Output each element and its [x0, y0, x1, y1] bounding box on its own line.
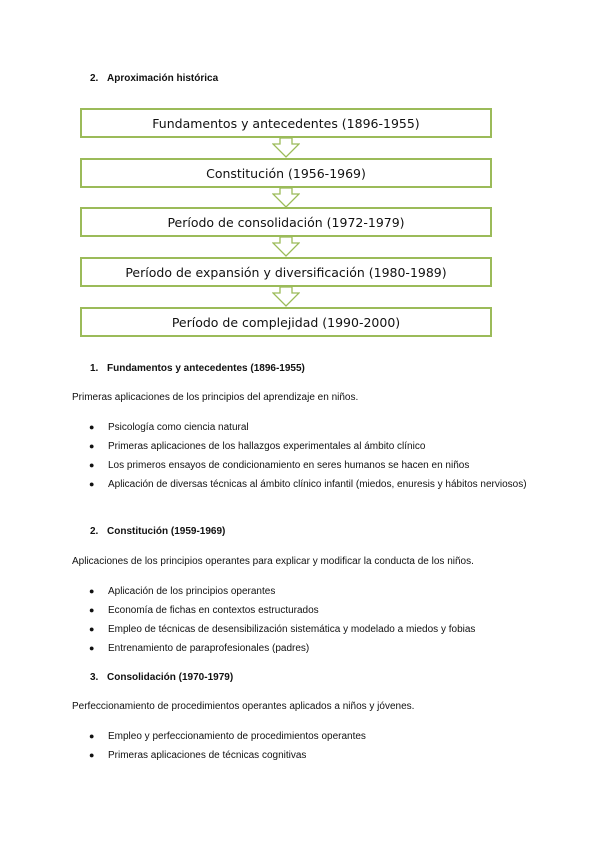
- section-number: 1.: [90, 363, 99, 374]
- section-intro: Primeras aplicaciones de los principios del aprendizaje en niños.: [72, 392, 359, 403]
- list-item: [72, 601, 532, 620]
- heading-title: Aproximación histórica: [107, 73, 219, 84]
- section-number: 2.: [90, 526, 99, 537]
- section-title-consolidacion: [90, 672, 233, 683]
- bullet-icon: ●: [89, 422, 95, 432]
- flow-box-constitucion: [80, 158, 492, 188]
- section-title-text: Consolidación (1970-1979): [107, 672, 234, 683]
- flow-box-label: Período de complejidad (1990-2000): [171, 314, 401, 330]
- list-item-text: Empleo de técnicas de desensibilización sistemática y modelado a miedos y fobias: [108, 624, 476, 635]
- down-arrow-icon: [272, 138, 300, 158]
- section-number: 3.: [90, 672, 99, 683]
- list-item-text: Psicología como ciencia natural: [108, 422, 249, 433]
- list-item-text: Aplicación de diversas técnicas al ámbito clínico infantil (miedos, enuresis y hábitos nerviosos): [108, 479, 527, 490]
- flow-box-label: Período de expansión y diversificación (1980-1989): [125, 264, 447, 280]
- list-item-text: Entrenamiento de paraprofesionales (padres): [108, 643, 310, 654]
- list-item: [72, 456, 532, 475]
- bullet-list: [72, 582, 532, 658]
- list-item: [72, 582, 532, 601]
- flow-box-consolidacion: [80, 207, 492, 237]
- section-title-fundamentos: [90, 363, 305, 374]
- list-item: [72, 476, 532, 493]
- heading-number: 2.: [90, 73, 99, 84]
- bullet-icon: ●: [89, 731, 95, 741]
- list-item-text: Primeras aplicaciones de los hallazgos experimentales al ámbito clínico: [108, 441, 426, 452]
- list-item: [72, 418, 532, 437]
- section-title-text: Constitución (1959-1969): [107, 526, 226, 537]
- flow-box-label: Fundamentos y antecedentes (1896-1955): [152, 115, 420, 131]
- flow-box-expansion: [80, 257, 492, 287]
- list-item: [72, 437, 532, 456]
- list-item-text: Aplicación de los principios operantes: [108, 586, 276, 597]
- list-item-text: Economía de fichas en contextos estructurados: [108, 605, 319, 616]
- down-arrow-icon: [272, 237, 300, 257]
- bullet-icon: ●: [89, 605, 95, 615]
- bullet-icon: ●: [89, 643, 95, 653]
- flow-box-fundamentos: [80, 108, 492, 138]
- list-item-text: Primeras aplicaciones de técnicas cognitivas: [108, 750, 307, 761]
- section-intro: Perfeccionamiento de procedimientos operantes aplicados a niños y jóvenes.: [72, 701, 415, 712]
- bullet-icon: ●: [89, 479, 95, 489]
- bullet-icon: ●: [89, 624, 95, 634]
- bullet-icon: ●: [89, 750, 95, 760]
- list-item-text: Empleo y perfeccionamiento de procedimientos operantes: [108, 731, 366, 742]
- bullet-icon: ●: [89, 586, 95, 596]
- bullet-icon: ●: [89, 460, 95, 470]
- section-title-constitucion: [90, 526, 225, 537]
- page-heading: [90, 73, 218, 84]
- list-item: [72, 746, 532, 765]
- section-intro: Aplicaciones de los principios operantes para explicar y modificar la conducta de los niños.: [72, 556, 474, 567]
- down-arrow-icon: [272, 287, 300, 307]
- section-title-text: Fundamentos y antecedentes (1896-1955): [107, 363, 305, 374]
- list-item: [72, 620, 532, 639]
- down-arrow-icon: [272, 188, 300, 208]
- flow-box-label: Constitución (1956-1969): [206, 165, 366, 181]
- flow-box-label: Período de consolidación (1972-1979): [167, 214, 405, 230]
- list-item-text: Los primeros ensayos de condicionamiento en seres humanos se hacen en niños: [108, 460, 470, 471]
- flow-box-complejidad: [80, 307, 492, 337]
- bullet-list: [72, 418, 532, 493]
- bullet-list: [72, 727, 532, 765]
- list-item: [72, 727, 532, 746]
- bullet-icon: ●: [89, 441, 95, 451]
- list-item: [72, 639, 532, 658]
